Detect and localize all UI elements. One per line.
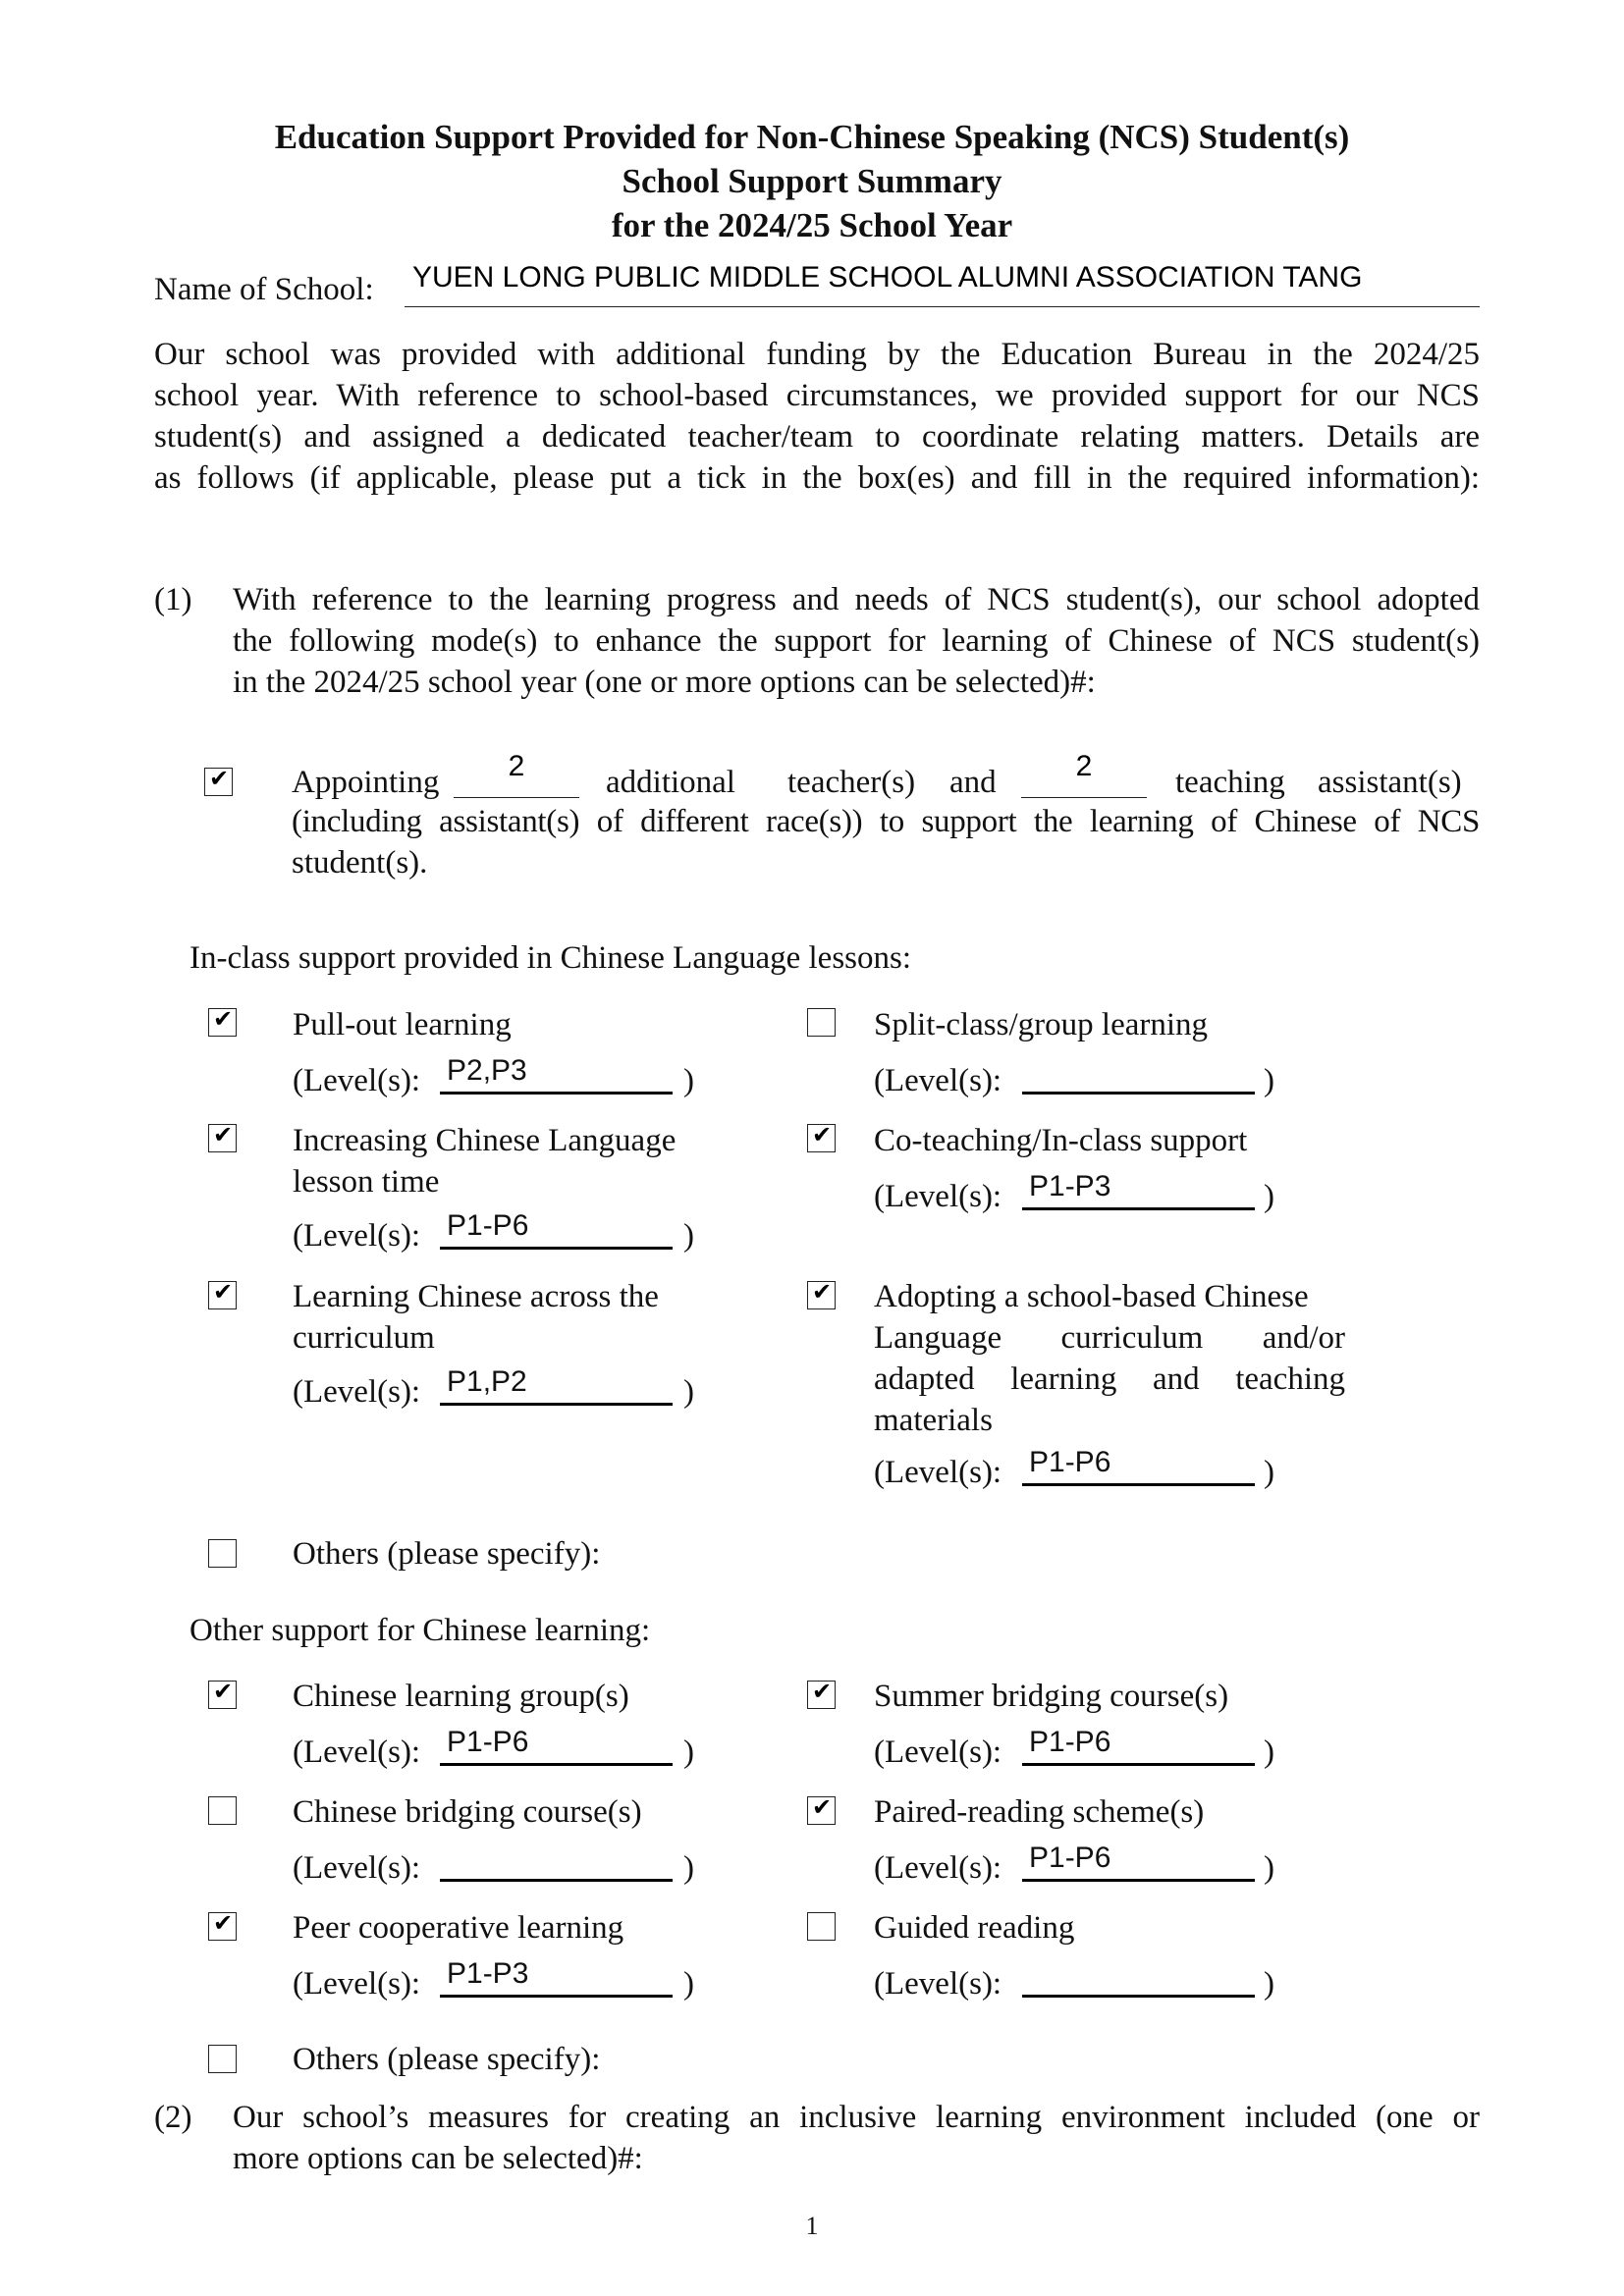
peer-cooperative-label: Peer cooperative learning <box>293 1910 624 1946</box>
appointing-text-c: teacher(s) <box>787 765 916 800</box>
level-label: (Level(s): <box>293 1374 421 1410</box>
paired-reading-label: Paired-reading scheme(s) <box>874 1794 1205 1830</box>
intro-line-4: as follows (if applicable, please put a tick in the box(es) and fill in the required information): <box>154 460 1480 496</box>
close-paren: ) <box>683 1374 694 1410</box>
level-label: (Level(s): <box>874 1966 1002 2002</box>
split-class-learning-label: Split-class/group learning <box>874 1007 1209 1042</box>
level-underline <box>440 1763 673 1766</box>
label-line-2: Language curriculum and/or <box>874 1320 1345 1356</box>
document-title: Education Support Provided for Non-Chinese Speaking (NCS) Student(s) <box>274 118 1350 156</box>
other-support-others-label: Others (please specify): <box>293 2042 601 2077</box>
section-1-line-1: With reference to the learning progress and needs of NCS student(s), our school adopted <box>233 582 1480 617</box>
close-paren: ) <box>683 1218 694 1254</box>
level-label: (Level(s): <box>874 1735 1002 1770</box>
intro-line-3: student(s) and assigned a dedicated teacher/team to coordinate relating matters. Details are <box>154 419 1480 454</box>
level-label: (Level(s): <box>293 1966 421 2002</box>
level-underline <box>1022 1879 1255 1882</box>
in-class-others-checkbox[interactable] <box>208 1539 237 1568</box>
level-underline <box>440 1403 673 1406</box>
teaching-assistants-field[interactable]: 2 <box>1075 750 1093 782</box>
intro-line-1: Our school was provided with additional funding by the Education Bureau in the 2024/25 <box>154 337 1480 372</box>
close-paren: ) <box>683 1966 694 2002</box>
other-support-heading: Other support for Chinese learning: <box>189 1613 651 1648</box>
section-2-line-2: more options can be selected)#: <box>233 2141 643 2176</box>
level-label: (Level(s): <box>293 1218 421 1254</box>
close-paren: ) <box>683 1063 694 1098</box>
section-1-line-3: in the 2024/25 school year (one or more options can be selected)#: <box>233 665 1096 700</box>
intro-line-2: school year. With reference to school-based circumstances, we provided support for our NCS <box>154 378 1480 413</box>
level-underline <box>440 1092 673 1095</box>
chinese-bridging-checkbox[interactable] <box>208 1796 237 1825</box>
appointing-text-e: teaching <box>1175 765 1285 800</box>
chinese-learning-groups-label: Chinese learning group(s) <box>293 1679 629 1714</box>
close-paren: ) <box>683 1735 694 1770</box>
school-name-label: Name of School: <box>154 272 374 307</box>
level-underline <box>1022 1207 1255 1210</box>
summer-bridging-label: Summer bridging course(s) <box>874 1679 1229 1714</box>
level-label: (Level(s): <box>874 1063 1002 1098</box>
section-1-number: (1) <box>154 582 192 617</box>
level-label: (Level(s): <box>874 1455 1002 1490</box>
close-paren: ) <box>1264 1179 1274 1214</box>
school-based-curriculum-levels-field[interactable]: P1-P6 <box>1029 1446 1111 1478</box>
guided-reading-label: Guided reading <box>874 1910 1075 1946</box>
appointing-text-a: Appointing <box>292 765 440 800</box>
intro-paragraph <box>154 334 1480 499</box>
summer-bridging-checkbox[interactable] <box>807 1678 836 1709</box>
co-teaching-levels-field[interactable]: P1-P3 <box>1029 1170 1111 1202</box>
document-school-year: for the 2024/25 School Year <box>611 206 1013 244</box>
co-teaching-checkbox[interactable] <box>807 1121 836 1152</box>
appointing-text-d: and <box>949 765 997 800</box>
close-paren: ) <box>1264 1063 1274 1098</box>
checkmark-icon: ✔ <box>213 1005 234 1033</box>
pull-out-learning-checkbox[interactable] <box>208 1005 237 1037</box>
appointing-line-2: (including assistant(s) of different race(s)) to support the learning of Chinese of NCS <box>292 804 1480 839</box>
label-line-4: materials <box>874 1403 993 1438</box>
paired-reading-checkbox[interactable] <box>807 1793 836 1825</box>
checkmark-icon: ✔ <box>812 1793 833 1821</box>
appointing-line-2-wrap <box>292 801 1480 883</box>
section-2-line-1: Our school’s measures for creating an inclusive learning environment included (one or <box>233 2100 1480 2135</box>
close-paren: ) <box>1264 1455 1274 1490</box>
checkmark-icon: ✔ <box>812 1678 833 1705</box>
school-based-curriculum-checkbox[interactable] <box>807 1278 836 1309</box>
level-label: (Level(s): <box>874 1850 1002 1886</box>
across-curriculum-label <box>293 1276 659 1359</box>
close-paren: ) <box>1264 1966 1274 2002</box>
label-line-1: Learning Chinese across the <box>293 1279 659 1314</box>
school-name-field[interactable]: YUEN LONG PUBLIC MIDDLE SCHOOL ALUMNI ASSOCIATION TANG <box>412 261 1363 294</box>
school-based-curriculum-label <box>874 1276 1345 1441</box>
level-underline <box>1022 1995 1255 1998</box>
label-line-1: Increasing Chinese Language <box>293 1123 677 1158</box>
appointing-text-f: assistant(s) <box>1318 765 1462 800</box>
additional-teachers-field[interactable]: 2 <box>508 750 525 782</box>
chinese-bridging-label: Chinese bridging course(s) <box>293 1794 642 1830</box>
assistants-underline <box>1021 797 1147 798</box>
in-class-heading: In-class support provided in Chinese Language lessons: <box>189 940 912 976</box>
level-label: (Level(s): <box>293 1735 421 1770</box>
increasing-lesson-time-checkbox[interactable] <box>208 1121 237 1152</box>
label-line-2: curriculum <box>293 1320 435 1356</box>
level-underline <box>440 1879 673 1882</box>
close-paren: ) <box>1264 1850 1274 1886</box>
guided-reading-checkbox[interactable] <box>807 1912 836 1941</box>
level-label: (Level(s): <box>293 1063 421 1098</box>
paired-reading-levels-field[interactable]: P1-P6 <box>1029 1842 1111 1874</box>
section-1-line-2: the following mode(s) to enhance the support for learning of Chinese of NCS student(s) <box>233 623 1480 659</box>
school-name-underline <box>405 306 1480 307</box>
summer-bridging-levels-field[interactable]: P1-P6 <box>1029 1726 1111 1758</box>
level-label: (Level(s): <box>874 1179 1002 1214</box>
appointing-text-b: additional <box>606 765 735 800</box>
in-class-others-label: Others (please specify): <box>293 1536 601 1572</box>
level-underline <box>1022 1763 1255 1766</box>
checkmark-icon: ✔ <box>812 1278 833 1306</box>
level-label: (Level(s): <box>293 1850 421 1886</box>
section-1-intro <box>233 579 1480 703</box>
checkmark-icon: ✔ <box>213 1678 234 1705</box>
increasing-lesson-time-levels-field[interactable]: P1-P6 <box>447 1209 529 1242</box>
section-2-intro <box>233 2097 1480 2179</box>
chinese-learning-groups-levels-field[interactable]: P1-P6 <box>447 1726 529 1758</box>
pull-out-learning-label: Pull-out learning <box>293 1007 512 1042</box>
co-teaching-label: Co-teaching/In-class support <box>874 1123 1248 1158</box>
checkmark-icon: ✔ <box>812 1121 833 1148</box>
teachers-underline <box>454 797 579 798</box>
checkmark-icon: ✔ <box>209 765 230 792</box>
split-class-learning-checkbox[interactable] <box>807 1008 836 1037</box>
across-curriculum-checkbox[interactable] <box>208 1278 237 1309</box>
label-line-2: lesson time <box>293 1164 440 1200</box>
level-underline <box>440 1247 673 1250</box>
close-paren: ) <box>1264 1735 1274 1770</box>
section-2-number: (2) <box>154 2100 192 2135</box>
document-subtitle: School Support Summary <box>622 162 1002 200</box>
level-underline <box>440 1995 673 1998</box>
checkmark-icon: ✔ <box>213 1909 234 1937</box>
peer-cooperative-checkbox[interactable] <box>208 1909 237 1941</box>
increasing-lesson-time-label <box>293 1120 676 1202</box>
appointing-checkbox[interactable] <box>204 765 233 796</box>
appointing-line-3: student(s). <box>292 845 428 881</box>
label-line-1: Adopting a school-based Chinese <box>874 1279 1309 1314</box>
checkmark-icon: ✔ <box>213 1278 234 1306</box>
level-underline <box>1022 1092 1255 1095</box>
chinese-learning-groups-checkbox[interactable] <box>208 1678 237 1709</box>
across-curriculum-levels-field[interactable]: P1,P2 <box>447 1365 527 1398</box>
level-underline <box>1022 1483 1255 1486</box>
other-support-others-checkbox[interactable] <box>208 2045 237 2073</box>
peer-cooperative-levels-field[interactable]: P1-P3 <box>447 1957 529 1990</box>
pull-out-learning-levels-field[interactable]: P2,P3 <box>447 1054 527 1087</box>
label-line-3: adapted learning and teaching <box>874 1362 1345 1397</box>
checkmark-icon: ✔ <box>213 1121 234 1148</box>
close-paren: ) <box>683 1850 694 1886</box>
page-number: 1 <box>805 2212 819 2240</box>
